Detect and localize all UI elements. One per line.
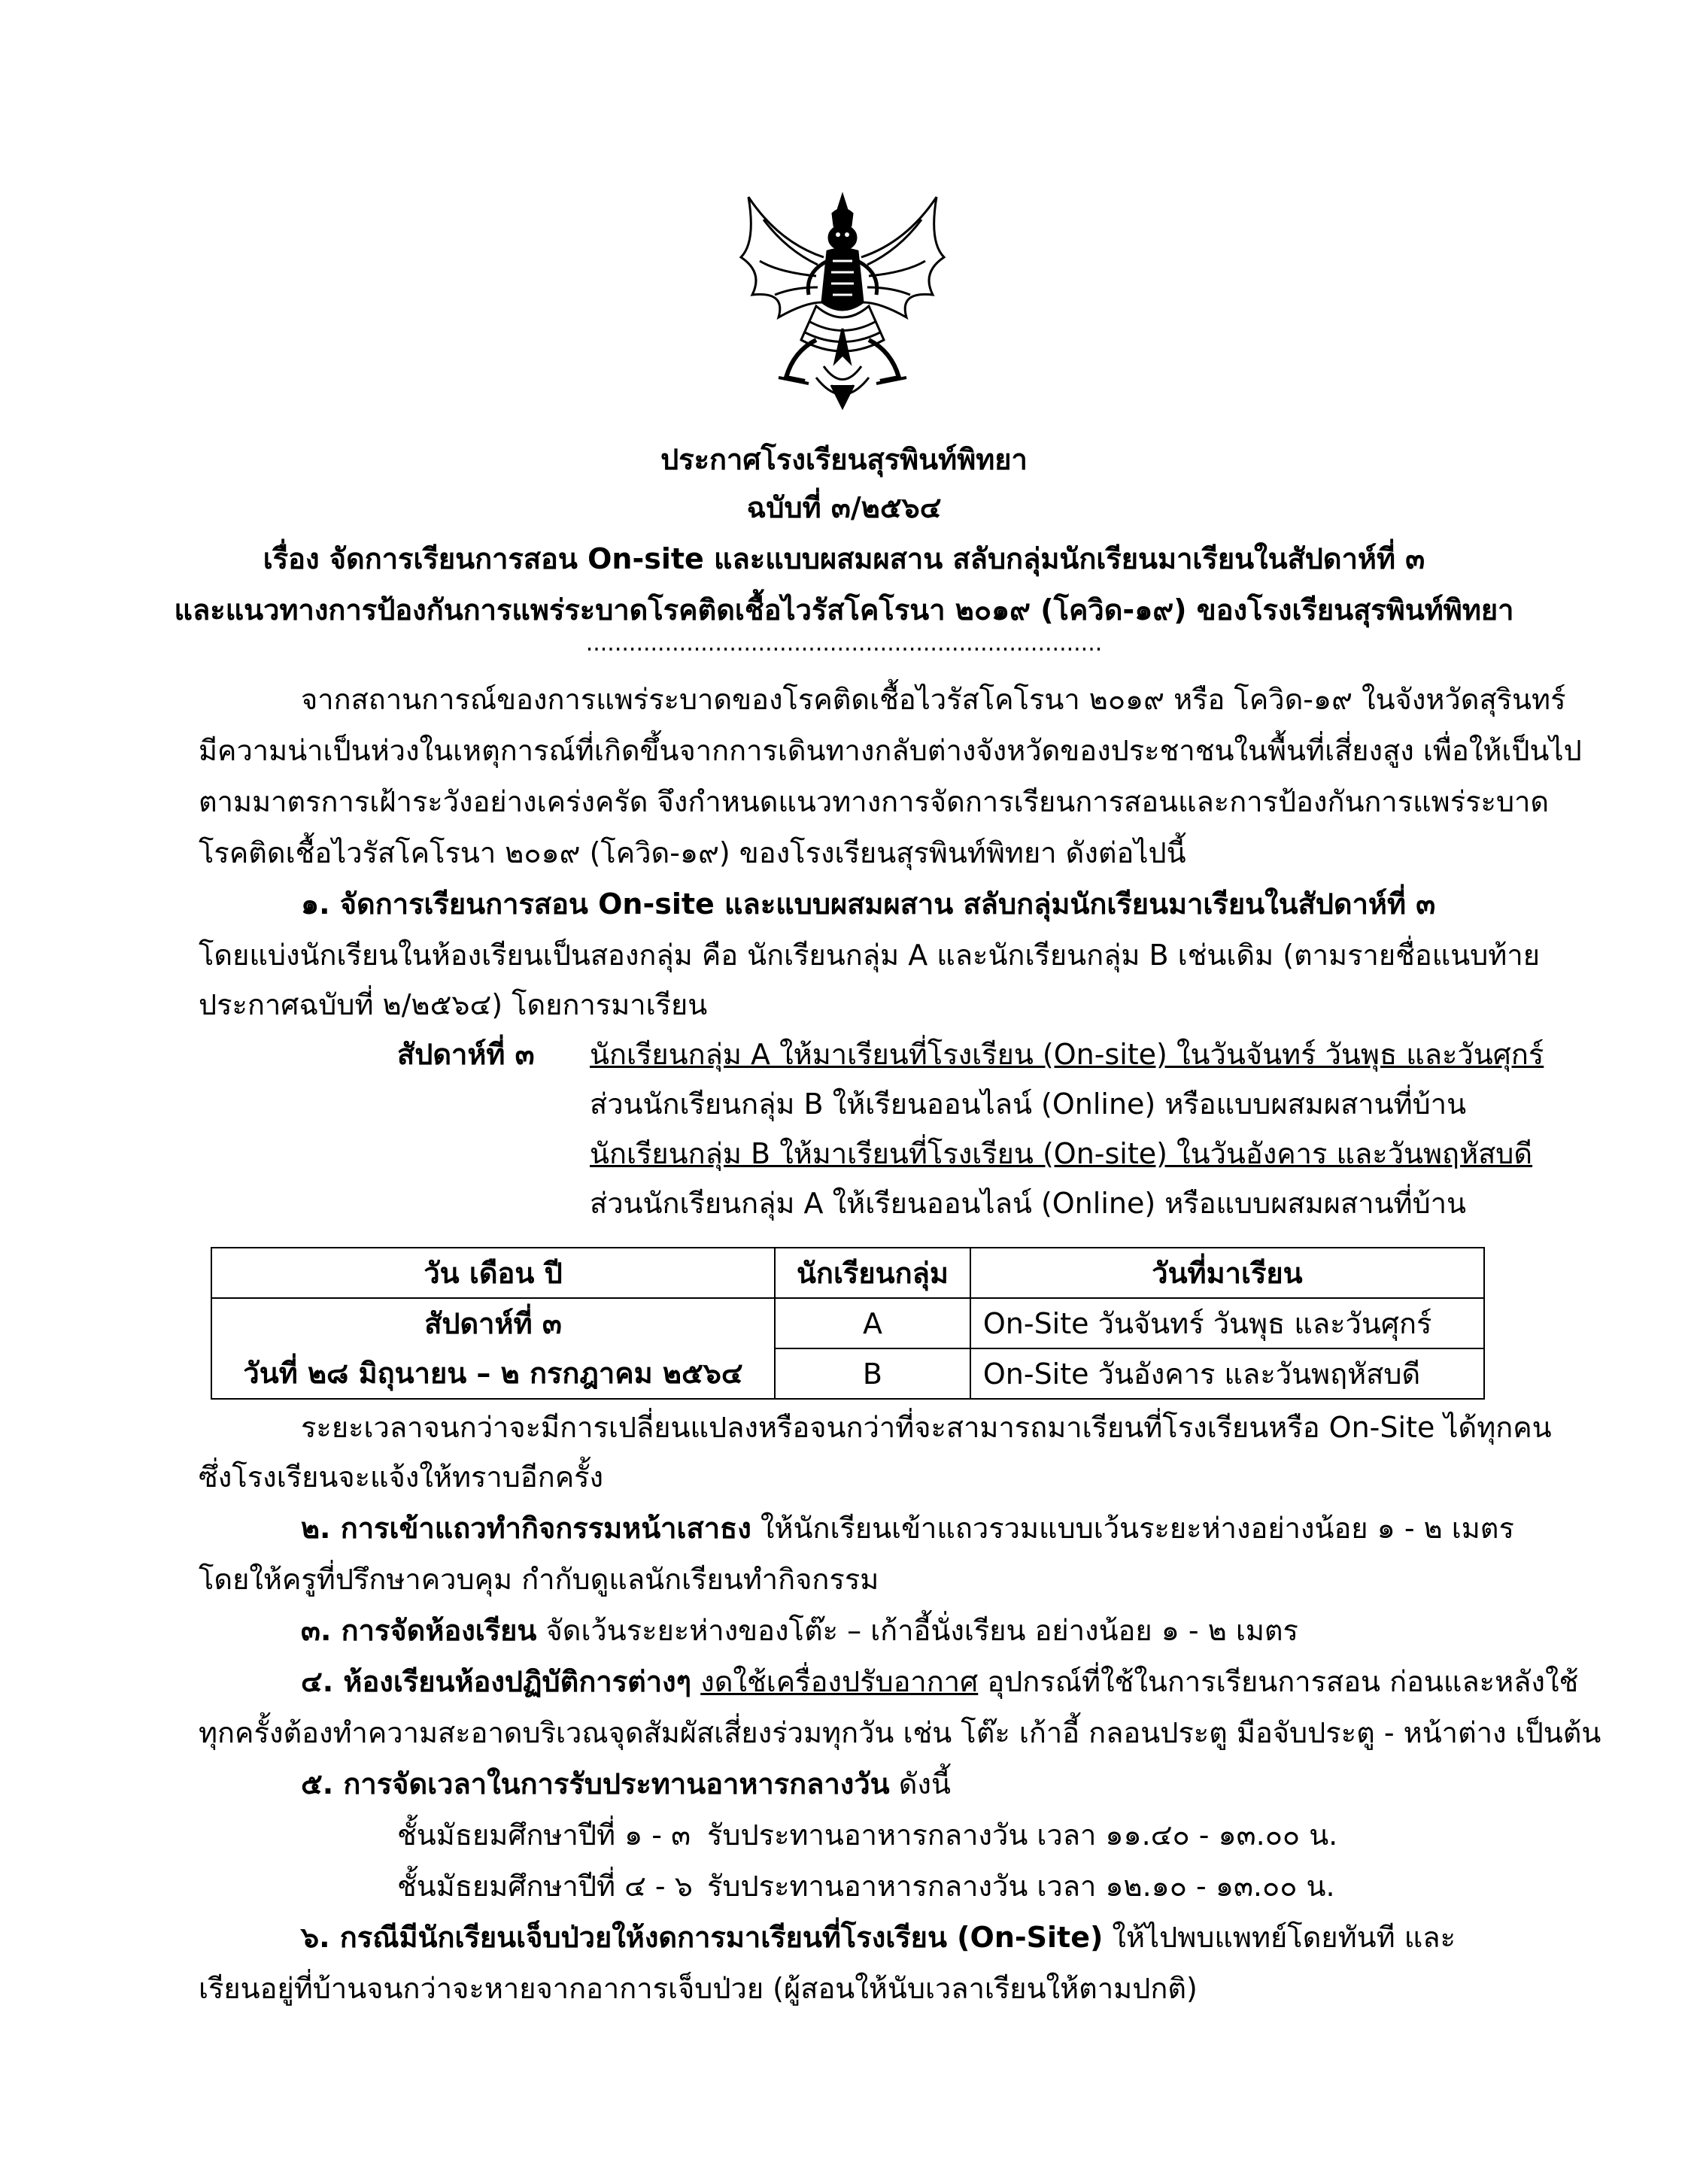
intro-line-4: โรคติดเชื้อไวรัสโคโรนา ๒๐๑๙ (โควิด-๑๙) ของโรงเรียนสุรพินท์พิทยา ดังต่อไปนี้	[199, 836, 1186, 869]
days-cell: On-Site วันจันทร์ วันพุธ และวันศุกร์	[970, 1298, 1484, 1348]
date-line-2: วันที่ ๒๘ มิถุนายน – ๒ กรกฎาคม ๒๕๖๔	[243, 1357, 743, 1390]
item2-line-2: โดยให้ครูที่ปรึกษาควบคุม กำกับดูแลนักเรียนทำกิจกรรม	[199, 1563, 879, 1596]
item2-text: ให้นักเรียนเข้าแถวรวมแบบเว้นระยะห่างอย่างน้อย ๑ - ๒ เมตร	[751, 1512, 1514, 1545]
item4-text: อุปกรณ์ที่ใช้ในการเรียนการสอน ก่อนและหลังใช้	[978, 1665, 1579, 1698]
item6-line-2: เรียนอยู่ที่บ้านจนกว่าจะหายจากอาการเจ็บป่วย (ผู้สอนให้นับเวลาเรียนให้ตามปกติ)	[199, 1972, 1198, 2005]
lunch-time-2: รับประทานอาหารกลางวัน เวลา ๑๒.๑๐ - ๑๓.๐๐ น.	[707, 1870, 1335, 1903]
issue-number: ฉบับที่ ๓/๒๕๖๔	[746, 491, 942, 524]
intro-line-3: ตามมาตรการเฝ้าระวังอย่างเคร่งครัด จึงกำหนดแนวทางการจัดการเรียนการสอนและการป้องกันการแพร่ระบาด	[199, 785, 1550, 818]
header-days: วันที่มาเรียน	[970, 1248, 1484, 1298]
after-table-line-2: ซึ่งโรงเรียนจะแจ้งให้ทราบอีกครั้ง	[199, 1461, 604, 1494]
table-header-row	[211, 1248, 1484, 1298]
lunch-time-1: รับประทานอาหารกลางวัน เวลา ๑๑.๔๐ - ๑๓.๐๐ น.	[707, 1818, 1338, 1852]
subject-line-1: เรื่อง จัดการเรียนการสอน On-site และแบบผสมผสาน สลับกลุ่มนักเรียนมาเรียนในสัปดาห์ที่ ๓	[263, 542, 1425, 575]
header-group: นักเรียนกลุ่ม	[775, 1248, 970, 1298]
week-line-2: ส่วนนักเรียนกลุ่ม B ให้เรียนออนไลน์ (Online) หรือแบบผสมผสานที่บ้าน	[590, 1087, 1467, 1121]
item4-line-2: ทุกครั้งต้องทำความสะอาดบริเวณจุดสัมผัสเสี่ยงร่วมทุกวัน เช่น โต๊ะ เก้าอี้ กลอนประตู มือจับประตู - หน้าต่าง เป็นต้น	[199, 1716, 1601, 1749]
header-date: วัน เดือน ปี	[211, 1248, 775, 1298]
item6-line-1	[301, 1919, 1456, 1955]
item4-underlined: งดใช้เครื่องปรับอากาศ	[700, 1665, 979, 1698]
divider-dots: ........................................................................	[585, 630, 1103, 657]
item5-line-1	[301, 1766, 951, 1802]
item1-line-2: โดยแบ่งนักเรียนในห้องเรียนเป็นสองกลุ่ม คือ นักเรียนกลุ่ม A และนักเรียนกลุ่ม B เช่นเดิม (ตามรายชื่อแนบท้าย	[199, 939, 1540, 972]
week-line-4: ส่วนนักเรียนกลุ่ม A ให้เรียนออนไลน์ (Online) หรือแบบผสมผสานที่บ้าน	[590, 1187, 1467, 1220]
lunch-level-2: ชั้นมัธยมศึกษาปีที่ ๔ - ๖	[397, 1870, 693, 1903]
item5-text: ดังนี้	[889, 1767, 951, 1800]
item4-line-1	[301, 1664, 1578, 1700]
week-line-3: นักเรียนกลุ่ม B ให้มาเรียนที่โรงเรียน (On-site) ในวันอังคาร และวันพฤหัสบดี	[590, 1137, 1533, 1170]
date-line-1: สัปดาห์ที่ ๓	[424, 1307, 562, 1340]
item5-title: ๕. การจัดเวลาในการรับประทานอาหารกลางวัน	[301, 1767, 890, 1800]
intro-line-2: มีความน่าเป็นห่วงในเหตุการณ์ที่เกิดขึ้นจากการเดินทางกลับต่างจังหวัดของประชาชนในพื้นที่เสี่ยงสูง เพื่อให้เป็นไป	[199, 734, 1582, 767]
item1-line-3: ประกาศฉบับที่ ๒/๒๕๖๔) โดยการมาเรียน	[199, 988, 708, 1021]
garuda-emblem	[733, 190, 952, 415]
item2-line-1	[301, 1510, 1514, 1546]
item6-title: ๖. กรณีมีนักเรียนเจ็บป่วยให้งดการมาเรียนที่โรงเรียน (On-Site)	[301, 1921, 1104, 1954]
item3-text: จัดเว้นระยะห่างของโต๊ะ – เก้าอี้นั่งเรียน อย่างน้อย ๑ - ๒ เมตร	[536, 1614, 1298, 1647]
schedule-table	[211, 1247, 1485, 1400]
item2-title: ๒. การเข้าแถวทำกิจกรรมหน้าเสาธง	[301, 1512, 751, 1545]
table-row	[211, 1298, 1484, 1348]
item3-title: ๓. การจัดห้องเรียน	[301, 1614, 537, 1647]
days-cell: On-Site วันอังคาร และวันพฤหัสบดี	[970, 1348, 1484, 1399]
subject-line-2: และแนวทางการป้องกันการแพร่ระบาดโรคติดเชื้อไวรัสโคโรนา ๒๐๑๙ (โควิด-๑๙) ของโรงเรียนสุรพินท์พิทยา	[174, 593, 1514, 626]
item1-title: ๑. จัดการเรียนการสอน On-site และแบบผสมผสาน สลับกลุ่มนักเรียนมาเรียนในสัปดาห์ที่ ๓	[301, 887, 1436, 921]
lunch-level-1: ชั้นมัธยมศึกษาปีที่ ๑ - ๓	[397, 1818, 691, 1852]
after-table-line-1: ระยะเวลาจนกว่าจะมีการเปลี่ยนแปลงหรือจนกว่าที่จะสามารถมาเรียนที่โรงเรียนหรือ On-Site ได้ทุกคน	[301, 1411, 1552, 1444]
group-cell: A	[775, 1298, 970, 1348]
week-label: สัปดาห์ที่ ๓	[397, 1038, 535, 1071]
item3-line	[301, 1612, 1298, 1649]
announcement-title: ประกาศโรงเรียนสุรพินท์พิทยา	[660, 443, 1028, 476]
item4-title: ๔. ห้องเรียนห้องปฏิบัติการต่างๆ	[301, 1665, 692, 1698]
intro-line-1: จากสถานการณ์ของการแพร่ระบาดของโรคติดเชื้อไวรัสโคโรนา ๒๐๑๙ หรือ โควิด-๑๙ ในจังหวัดสุรินทร์	[301, 683, 1566, 716]
date-cell	[211, 1298, 775, 1399]
week-line-1: นักเรียนกลุ่ม A ให้มาเรียนที่โรงเรียน (On-site) ในวันจันทร์ วันพุธ และวันศุกร์	[590, 1038, 1544, 1071]
group-cell: B	[775, 1348, 970, 1399]
item6-text: ให้ไปพบแพทย์โดยทันที และ	[1103, 1921, 1456, 1954]
